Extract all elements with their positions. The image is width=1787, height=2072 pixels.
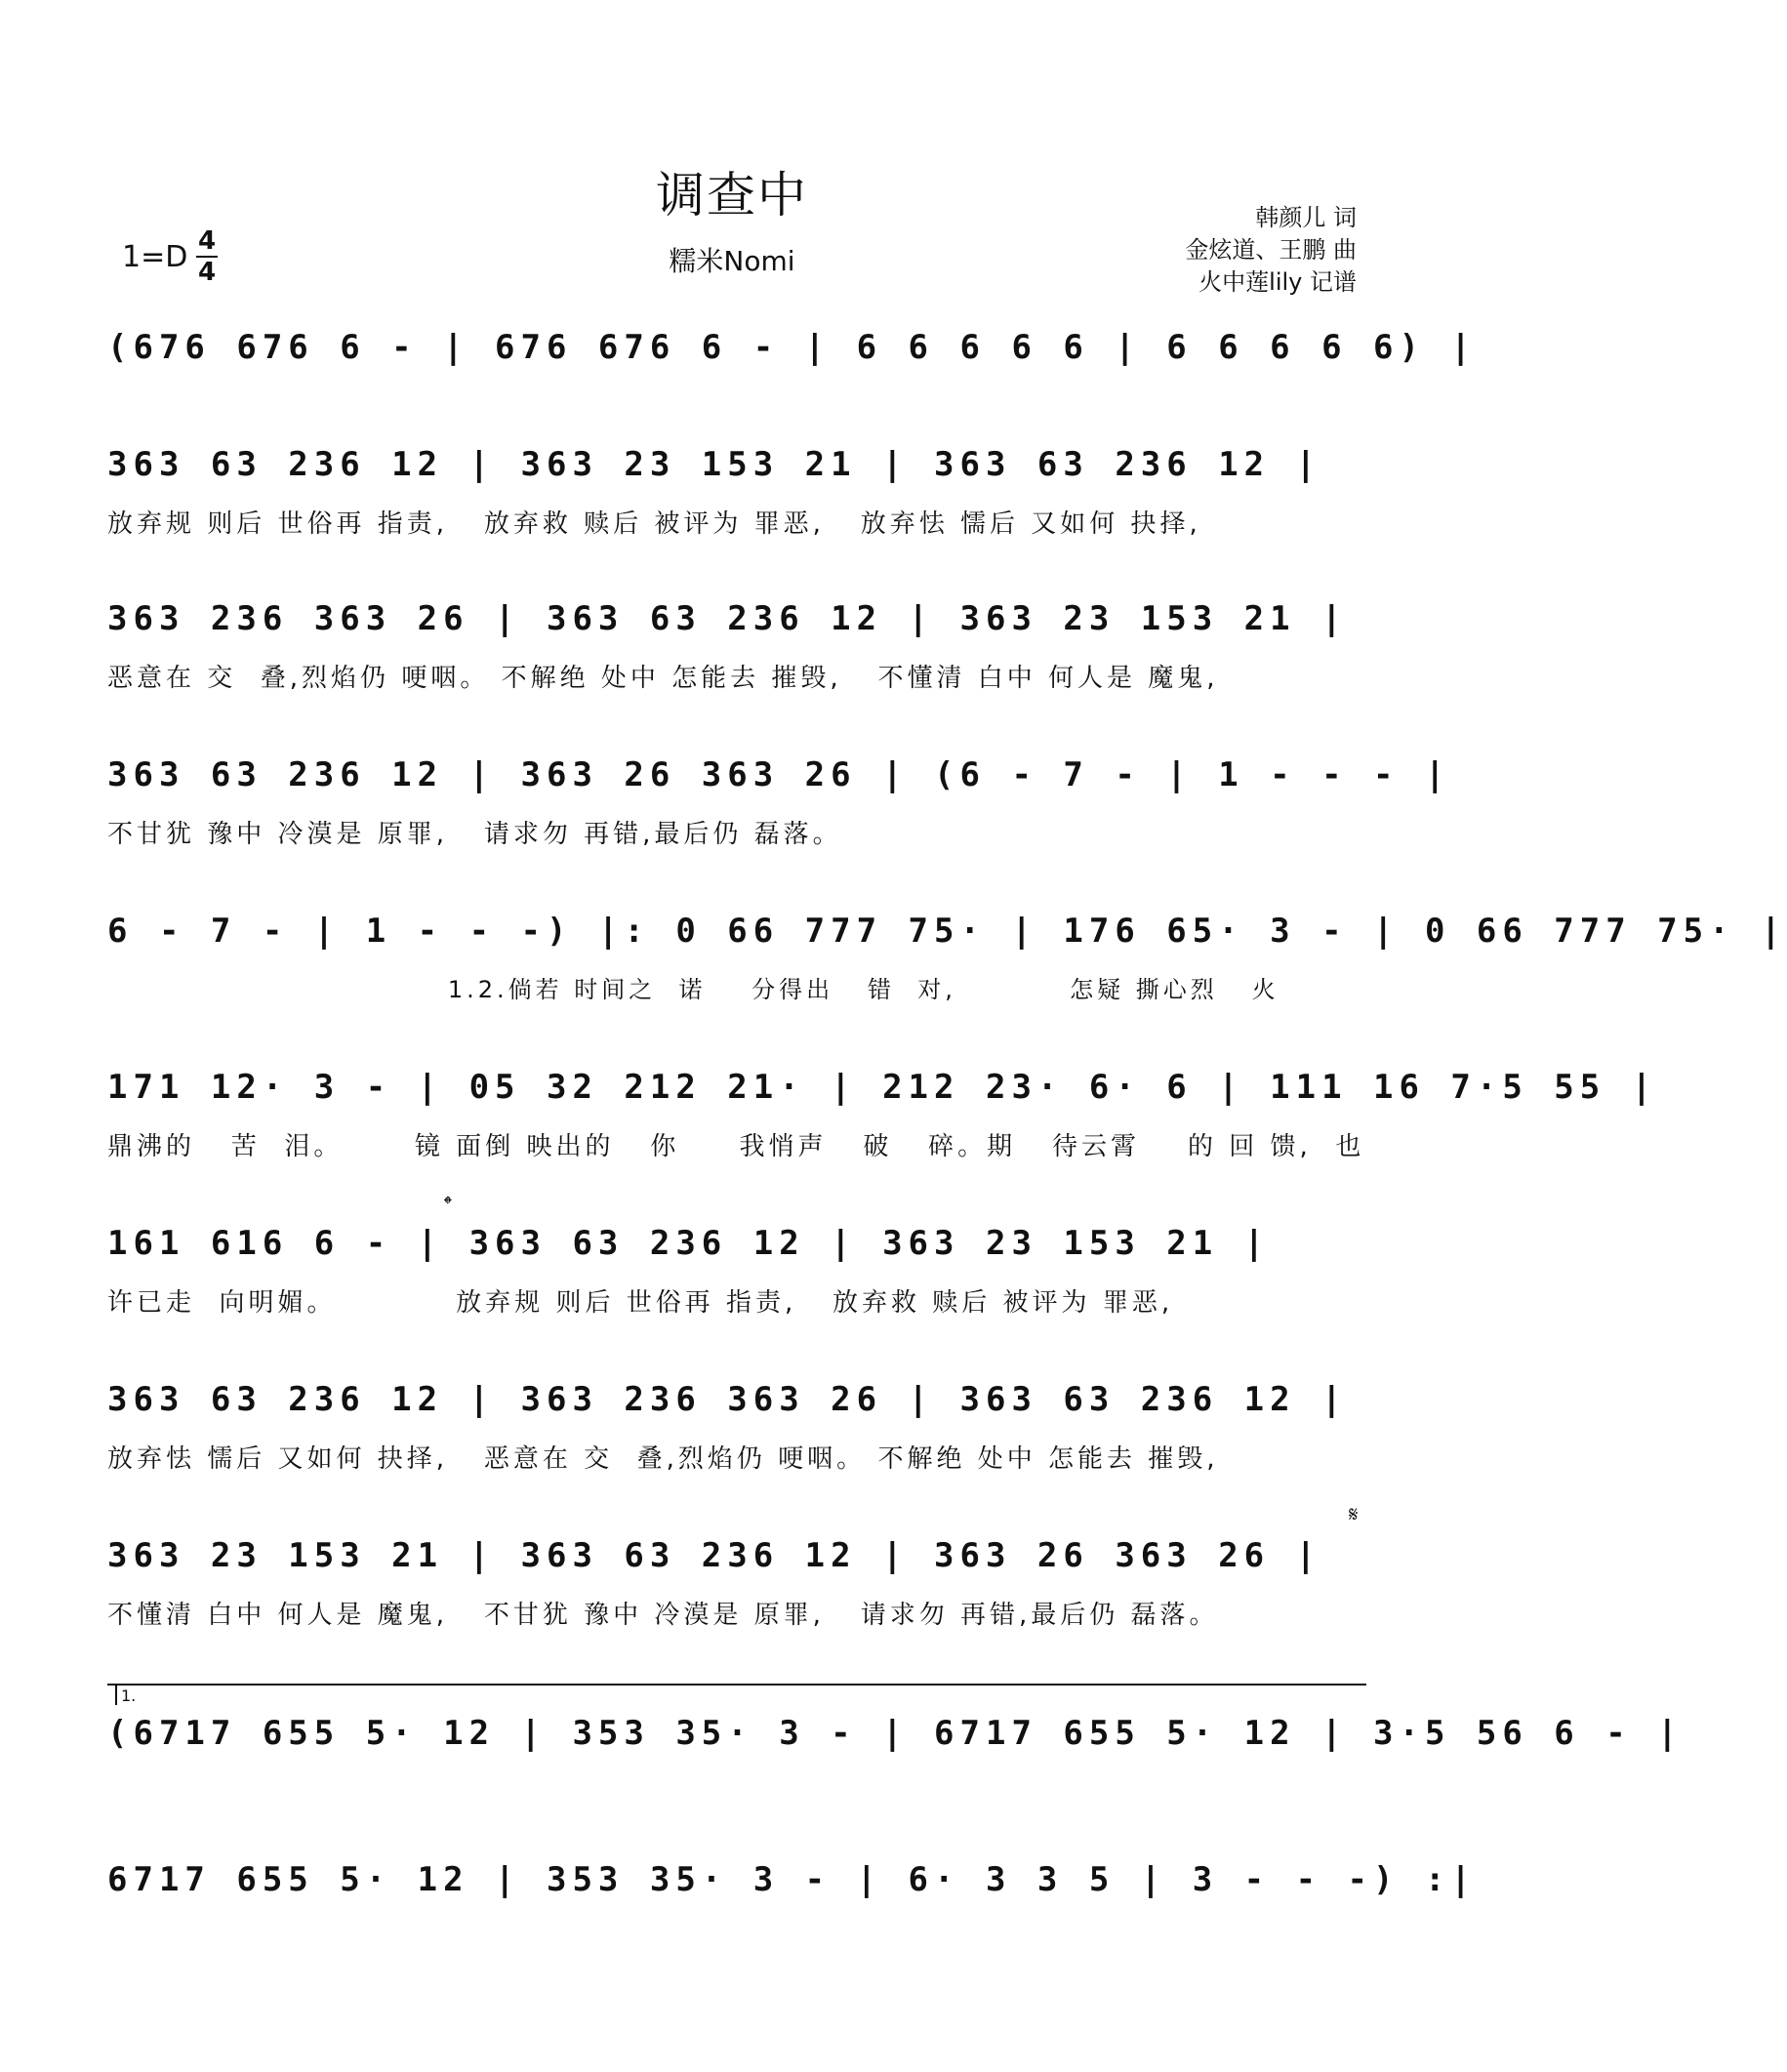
time-signature-bottom: 4 — [197, 258, 217, 287]
score-row-7 — [107, 1224, 1366, 1265]
row-notes: 363 63 236 12 | 363 236 363 26 | 363 63 236 12 | — [107, 1380, 1348, 1419]
row-notes: 6717 655 5· 12 | 353 35· 3 - | 6· 3 3 5 | 3 - - -) :| — [107, 1860, 1477, 1899]
row-notes: (6717 655 5· 12 | 353 35· 3 - | 6717 655 5· 12 | 3·5 56 6 - | — [107, 1714, 1684, 1753]
row-notes: 171 12· 3 - | 05 32 212 21· | 212 23· 6· 6 | 111 16 7·5 55 | — [107, 1068, 1658, 1107]
score-row-4 — [107, 755, 1451, 796]
lyric-line: 放弃规 则后 世俗再 指责, 放弃救 赎后 被评为 罪恶, 放弃怯 懦后 又如何 抉择, — [107, 509, 1201, 539]
row-notes: 161 616 6 - | 363 63 236 12 | 363 23 153 21 | — [107, 1224, 1271, 1263]
lyric-line: 许已走 向明媚。 放弃规 则后 世俗再 指责, 放弃救 赎后 被评为 罪恶, — [107, 1288, 1174, 1318]
score-row-5 — [107, 912, 1787, 953]
score-row-8 — [107, 1380, 1366, 1421]
row-notes: 363 23 153 21 | 363 63 236 12 | 363 26 363 26 | — [107, 1536, 1322, 1575]
lyricist-credit: 韩颜儿 词 — [1255, 204, 1357, 231]
time-signature — [193, 226, 221, 287]
score-row-6 — [107, 1068, 1658, 1109]
time-signature-top: 4 — [197, 226, 217, 256]
score-row-10 — [107, 1714, 1684, 1755]
lyric-line: 1.2.倘若 时间之 诺 分得出 错 对, 怎疑 撕心烈 火 — [107, 976, 1279, 1003]
lyric-line: 不懂清 白中 何人是 魔鬼, 不甘犹 豫中 冷漠是 原罪, 请求勿 再错,最后仍 磊落。 — [107, 1601, 1219, 1630]
key-signature: 1=D — [122, 240, 188, 274]
song-title: 调查中 — [656, 167, 808, 223]
row-notes: 363 63 236 12 | 363 23 153 21 | 363 63 236 12 | — [107, 445, 1322, 484]
composer-credit: 金炫道、王鹏 曲 — [1185, 236, 1357, 264]
lyric-line: 不甘犹 豫中 冷漠是 原罪, 请求勿 再错,最后仍 磊落。 — [107, 820, 842, 849]
score-row-2 — [107, 445, 1366, 486]
score-row-11 — [107, 1860, 1477, 1901]
row-notes: 363 63 236 12 | 363 26 363 26 | (6 - 7 - | 1 - - - | — [107, 755, 1451, 794]
score-row-1 — [107, 328, 1477, 369]
row-notes: (676 676 6 - | 676 676 6 - | 6 6 6 6 6 | 6 6 6 6 6) | — [107, 328, 1477, 367]
score-row-3 — [107, 599, 1366, 640]
row-notes: 363 236 363 26 | 363 63 236 12 | 363 23 153 21 | — [107, 599, 1348, 638]
segno-sign: 𝄋 — [1349, 1503, 1359, 1527]
score-row-9 — [107, 1536, 1366, 1577]
volta-number: 1. — [121, 1686, 137, 1705]
volta-bracket — [107, 1684, 1366, 1686]
lyric-line: 放弃怯 懦后 又如何 抉择, 恶意在 交 叠,烈焰仍 哽咽。 不解绝 处中 怎能去 摧毁, — [107, 1444, 1219, 1474]
coda-sign: 𝄌 — [444, 1193, 452, 1217]
transcriber-credit: 火中莲lily 记谱 — [1198, 268, 1357, 296]
lyric-line: 恶意在 交 叠,烈焰仍 哽咽。 不解绝 处中 怎能去 摧毁, 不懂清 白中 何人是 魔鬼, — [107, 664, 1219, 693]
lyric-line: 鼎沸的 苦 泪。 镜 面倒 映出的 你 我悄声 破 碎。期 待云霄 的 回 馈, 也 — [107, 1132, 1365, 1161]
volta-bracket-edge — [115, 1684, 117, 1705]
row-notes: 6 - 7 - | 1 - - -) |: 0 66 777 75· | 176 65· 3 - | 0 66 777 75· | — [107, 912, 1787, 951]
singer-name: 糯米Nomi — [669, 245, 795, 277]
